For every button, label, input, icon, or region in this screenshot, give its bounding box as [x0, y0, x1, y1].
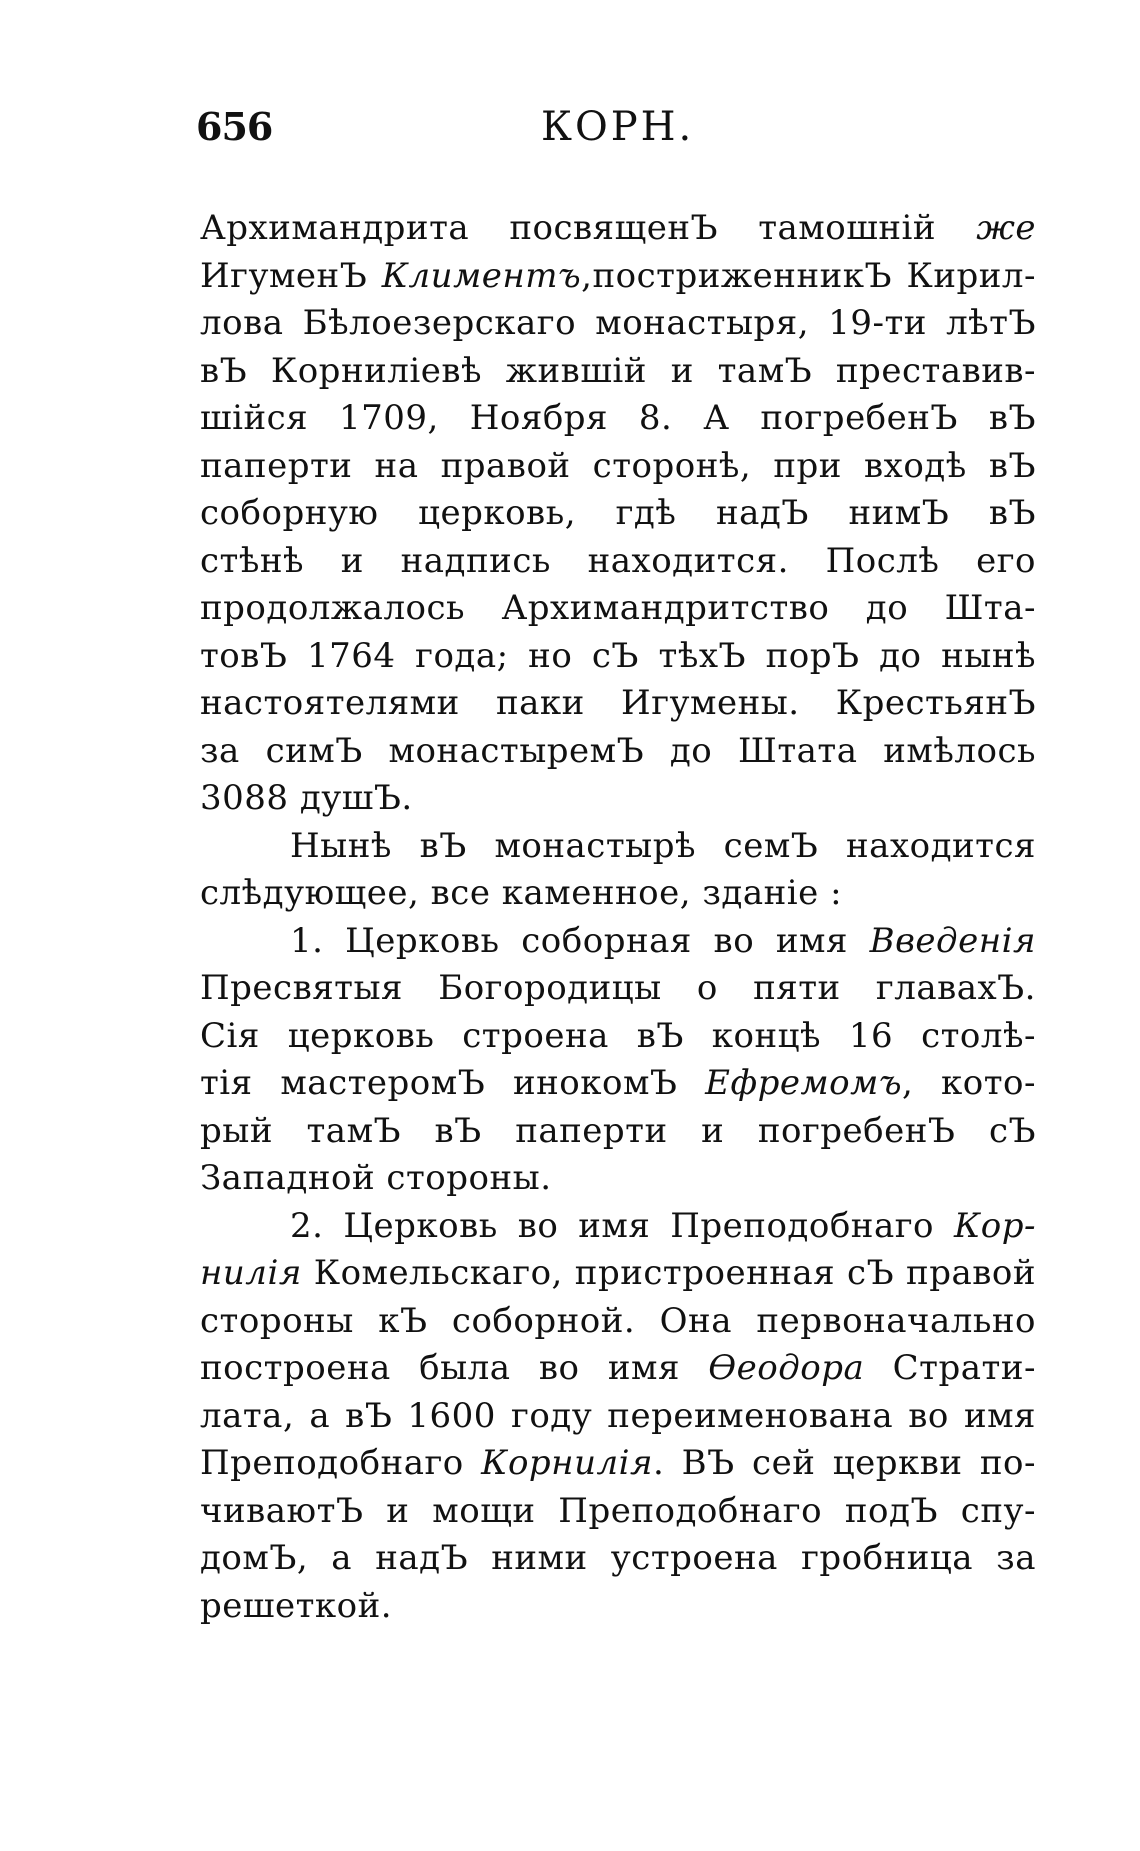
- text-line: [200, 1250, 1036, 1298]
- text-line: [200, 490, 1036, 538]
- text-segment: стѣнѣ и надпись находится. Послѣ его: [200, 540, 1036, 581]
- page-header: [196, 104, 1026, 164]
- text-line: [200, 965, 1036, 1013]
- paragraph: [200, 1203, 1036, 1631]
- text-line: [200, 1013, 1036, 1061]
- text-line: [200, 300, 1036, 348]
- text-segment: стороны кЪ соборной. Она первоначально: [200, 1300, 1036, 1341]
- text-segment: Страти-: [864, 1348, 1036, 1388]
- text-segment: паперти на правой сторонѣ, при входѣ вЪ: [200, 445, 1036, 486]
- text-line: [200, 348, 1036, 396]
- text-segment: слѣдующее, все каменное, зданіе :: [200, 873, 843, 913]
- italic-segment: Введенія: [869, 920, 1036, 961]
- text-line: [200, 1155, 1036, 1203]
- text-line: [200, 205, 1036, 253]
- text-line: [200, 1108, 1036, 1156]
- text-segment: 3088 душЪ.: [200, 778, 413, 818]
- text-segment: настоятелями паки Игумены. КрестьянЪ: [200, 683, 1036, 723]
- running-head: КОРН.: [541, 104, 695, 150]
- text-line: [200, 253, 1036, 301]
- text-segment: домЪ, а надЪ ними устроена гробница за: [200, 1538, 1036, 1578]
- text-line: [200, 443, 1036, 491]
- italic-segment: Ѳеодора: [708, 1348, 865, 1388]
- text-line: [200, 1535, 1036, 1583]
- text-segment: ИгуменЪ: [200, 255, 382, 296]
- text-line: [200, 728, 1036, 776]
- text-line: [200, 775, 1036, 823]
- paragraph: [200, 205, 1036, 823]
- italic-segment: Кор-: [953, 1205, 1036, 1246]
- text-line: [200, 538, 1036, 586]
- text-line: [200, 395, 1036, 443]
- text-segment: вЪ Корниліевѣ жившій и тамЪ преставив-: [200, 350, 1036, 391]
- text-line: [200, 1203, 1036, 1251]
- italic-segment: Корнилія: [481, 1443, 653, 1483]
- text-segment: Пресвятыя Богородицы о пяти главахЪ.: [200, 968, 1036, 1008]
- paragraph: [200, 823, 1036, 918]
- text-segment: соборную церковь, гдѣ надЪ нимЪ вЪ: [200, 493, 1036, 533]
- text-line: [200, 1440, 1036, 1488]
- paragraph: [200, 918, 1036, 1203]
- text-segment: товЪ 1764 года; но сЪ тѣхЪ порЪ до нынѣ: [200, 635, 1036, 676]
- text-segment: тія мастеромЪ инокомЪ: [200, 1063, 706, 1103]
- text-segment: построена была во имя: [200, 1348, 709, 1388]
- text-segment: чиваютЪ и мощи Преподобнаго подЪ спу-: [200, 1490, 1036, 1531]
- text-segment: Комельскаго, пристроенная сЪ правой: [301, 1253, 1036, 1293]
- text-segment: за симЪ монастыремЪ до Штата имѣлось: [200, 730, 1036, 771]
- text-line: [200, 585, 1036, 633]
- italic-segment: Климентъ: [381, 255, 582, 296]
- text-segment: , кото-: [901, 1063, 1037, 1103]
- italic-segment: нилія: [200, 1253, 302, 1293]
- text-segment: продолжалось Архимандритство до Шта-: [200, 588, 1036, 628]
- text-segment: 1. Церковь соборная во имя: [290, 920, 870, 961]
- text-line: [200, 1488, 1036, 1536]
- text-segment: Сія церковь строена вЪ концѣ 16 столѣ-: [200, 1015, 1036, 1056]
- text-line: [200, 1298, 1036, 1346]
- italic-segment: же: [976, 208, 1036, 248]
- text-segment: лова Бѣлоезерскаго монастыря, 19-ти лѣтЪ: [200, 303, 1036, 343]
- text-segment: Преподобнаго: [200, 1443, 482, 1483]
- text-segment: рый тамЪ вЪ паперти и погребенЪ сЪ: [200, 1110, 1036, 1151]
- italic-segment: Ефремомъ: [705, 1063, 902, 1103]
- text-segment: ,постриженникЪ Кирил-: [581, 255, 1037, 296]
- text-line: [200, 1345, 1036, 1393]
- text-segment: Западной стороны.: [200, 1158, 552, 1198]
- text-segment: 2. Церковь во имя Преподобнаго: [290, 1205, 954, 1246]
- text-line: [200, 870, 1036, 918]
- body-text: [200, 205, 1036, 1630]
- text-segment: . ВЪ сей церкви по-: [653, 1443, 1036, 1483]
- text-line: [200, 1583, 1036, 1631]
- text-line: [200, 680, 1036, 728]
- text-line: [200, 1060, 1036, 1108]
- text-line: [200, 918, 1036, 966]
- text-segment: шійся 1709, Ноября 8. А погребенЪ вЪ: [200, 398, 1036, 438]
- text-line: [200, 1393, 1036, 1441]
- text-segment: лата, а вЪ 1600 году переименована во имя: [200, 1395, 1036, 1436]
- text-segment: Нынѣ вЪ монастырѣ семЪ находится: [290, 825, 1036, 866]
- text-segment: Архимандрита посвященЪ тамошній: [200, 208, 977, 248]
- text-line: [200, 823, 1036, 871]
- page-number: 656: [196, 104, 273, 149]
- text-line: [200, 633, 1036, 681]
- text-segment: решеткой.: [200, 1585, 393, 1626]
